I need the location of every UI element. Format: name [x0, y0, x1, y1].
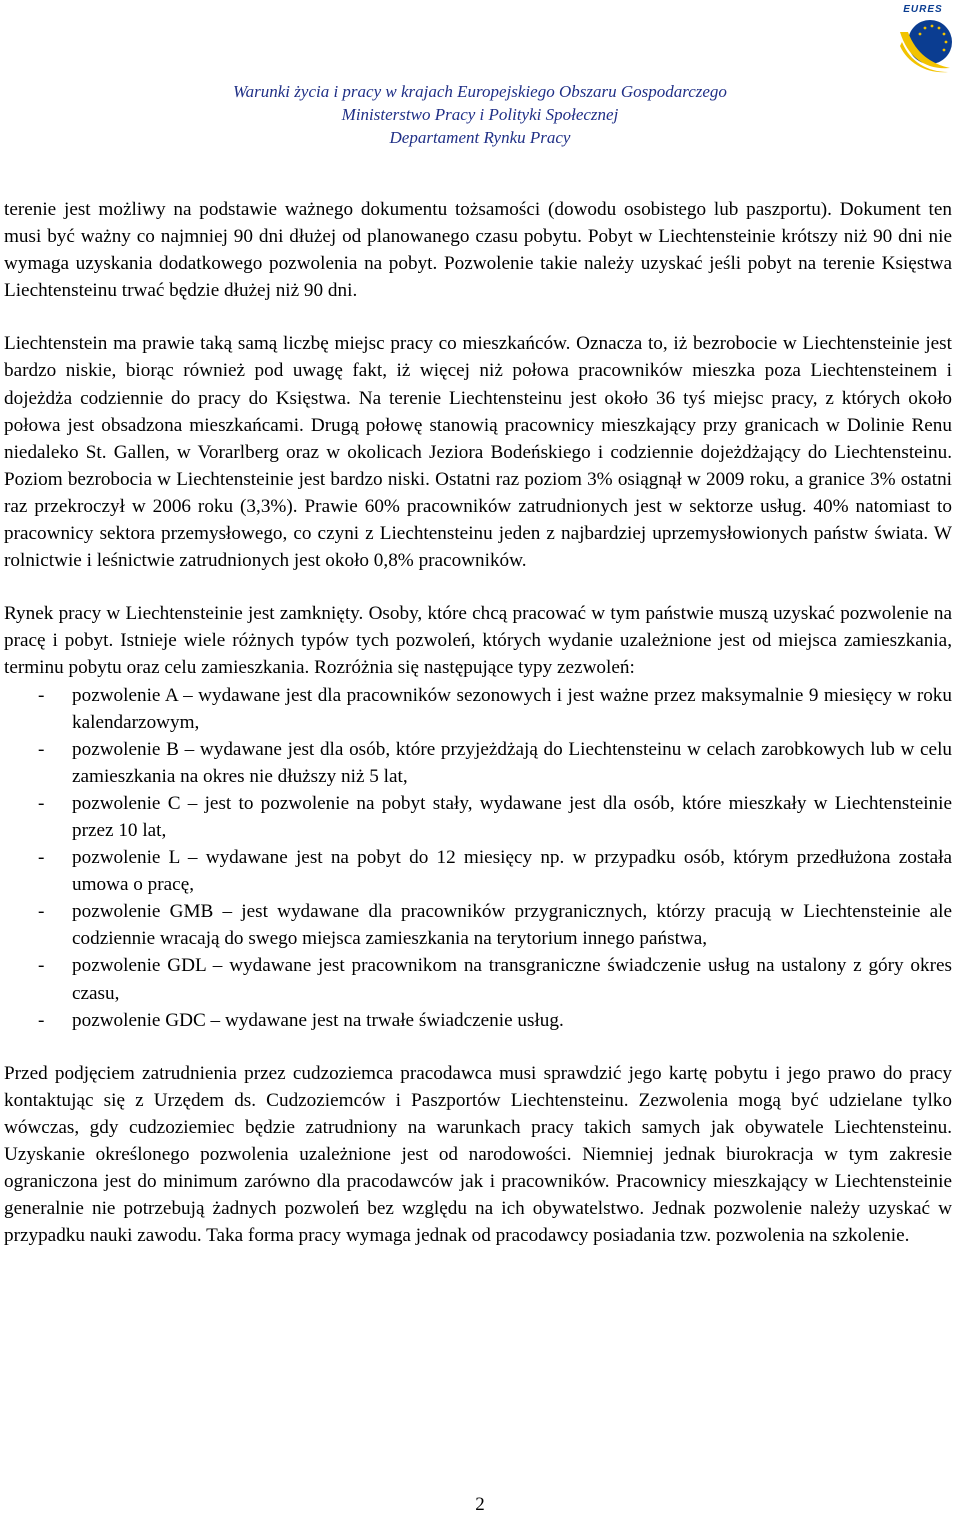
paragraph-employer-check: Przed podjęciem zatrudnienia przez cudzoziemca pracodawca musi sprawdzić jego kartę pobytu i jego prawo do pracy kontaktując się z Urzędem ds. Cudzoziemców i Paszportów Liechtensteinu. Zezwolenia mogą być udzielane tylko wówczas, gdy cudzoziemiec będzie zatrudniony na warunkach pracy takich samych jak obywatele Liechtensteinu. Uzyskanie określonego pozwolenia uzależnione jest od narodowości. Niemniej jednak biurokracja w tym zakresie ograniczona jest do minimum zarówno dla pracodawców jak i pracowników. Pracownicy mieszkający w Liechtensteinie generalnie nie potrzebują żadnych pozwoleń bez względu na ich obywatelstwo. Jednak pozwolenie należy uzyskać w przypadku nauki zawodu. Taka forma pracy wymaga jednak od pracodawcy posiadania tzw. pozwolenia na szkolenie. [4, 1062, 952, 1247]
list-item-text: pozwolenie C – jest to pozwolenie na pobyt stały, wydawane jest dla osób, które mieszkały w Liechtensteinie przez 10 lat, [72, 792, 952, 841]
list-item-text: pozwolenie A – wydawane jest dla pracowników sezonowych i jest ważne przez maksymalnie 9 miesięcy w roku kalendarzowym, [72, 684, 952, 733]
list-item-text: pozwolenie B – wydawane jest dla osób, które przyjeżdżają do Liechtensteinu w celach zarobkowych lub w celu zamieszkania na okres nie dłuższy niż 5 lat, [72, 738, 952, 787]
list-dash: - [38, 792, 45, 814]
permit-list [4, 682, 952, 1034]
header-line-3: Departament Rynku Pracy [389, 128, 571, 147]
list-item [4, 682, 952, 736]
page-number: 2 [475, 1494, 485, 1515]
list-dash: - [38, 955, 45, 977]
list-item-text: pozwolenie GDC – wydawane jest na trwałe świadczenie usług. [72, 1009, 564, 1031]
list-dash: - [38, 1009, 45, 1031]
paragraph-residence: terenie jest możliwy na podstawie ważnego dokumentu tożsamości (dowodu osobistego lub paszportu). Dokument ten musi być ważny co najmniej 90 dni dłużej od planowanego czasu pobytu. Pobyt w Liechtensteinie krótszy niż 90 dni nie wymaga uzyskania dodatkowego pozwolenia na pobyt. Pozwolenie takie należy uzyskać jeśli pobyt na terenie Księstwa Liechtensteinu trwać będzie dłużej niż 90 dni. [4, 199, 952, 302]
list-dash: - [38, 901, 45, 923]
list-item [4, 1007, 952, 1034]
document-body [4, 196, 952, 1275]
list-dash: - [38, 684, 45, 706]
list-item [4, 790, 952, 844]
list-item-text: pozwolenie GDL – wydawane jest pracownikom na transgraniczne świadczenie usług na ustalony z góry okres czasu, [72, 955, 952, 1004]
list-dash: - [38, 738, 45, 760]
list-item [4, 844, 952, 898]
eures-logo-text: EURES [903, 4, 943, 15]
header-line-2: Ministerstwo Pracy i Polityki Społecznej [341, 105, 619, 124]
list-item-text: pozwolenie GMB – jest wydawane dla pracowników przygranicznych, którzy pracują w Liechtensteinie ale codziennie wracają do swego miejsca zamieszkania na terytorium innego państwa, [72, 901, 952, 950]
eures-logo-icon [892, 2, 954, 76]
list-dash: - [38, 847, 45, 869]
header-line-1: Warunki życia i pracy w krajach Europejskiego Obszaru Gospodarczego [233, 82, 727, 101]
document-header [0, 80, 960, 149]
paragraph-labour-market: Liechtenstein ma prawie taką samą liczbę miejsc pracy co mieszkańców. Oznacza to, iż bezrobocie w Liechtensteinie jest bardzo niskie, biorąc również pod uwagę fakt, iż więcej niż połowa pracowników mieszka poza Liechtensteinem i dojeżdża codziennie do pracy do Księstwa. Na terenie Liechtensteinu jest około 36 tyś miejsc pracy, z których około połowa jest obsadzona mieszkańcami. Drugą połowę stanowią pracownicy mieszkający przy granicach w Dolinie Renu niedaleko St. Gallen, w Vorarlberg oraz w okolicach Jeziora Bodeńskiego i codziennie dojeżdżający do Liechtensteinu. Poziom bezrobocia w Liechtensteinie jest bardzo niski. Ostatni raz poziom 3% osiągnął w 2009 roku, a granice 3% ostatni raz przekroczył w 2006 roku (3,3%). Prawie 60% pracowników zatrudnionych jest w sektorze usług. 40% natomiast to pracownicy sektora przemysłowego, co czyni z Liechtensteinu jeden z najbardziej uprzemysłowionych państw świata. W rolnictwie i leśnictwie zatrudnionych jest około 0,8% pracowników. [4, 333, 952, 572]
list-item [4, 898, 952, 952]
list-item-text: pozwolenie L – wydawane jest na pobyt do 12 miesięcy np. w przypadku osób, którym przedłużona została umowa o pracę, [72, 847, 952, 896]
list-item [4, 952, 952, 1006]
list-item [4, 736, 952, 790]
paragraph-permit-types: Rynek pracy w Liechtensteinie jest zamknięty. Osoby, które chcą pracować w tym państwie muszą uzyskać pozwolenie na pracę i pobyt. Istnieje wiele różnych typów tych pozwoleń, których wydanie uzależnione jest od miejsca zamieszkania, terminu pobytu oraz celu zamieszkania. Rozróżnia się następujące typy zezwoleń: [4, 603, 952, 679]
